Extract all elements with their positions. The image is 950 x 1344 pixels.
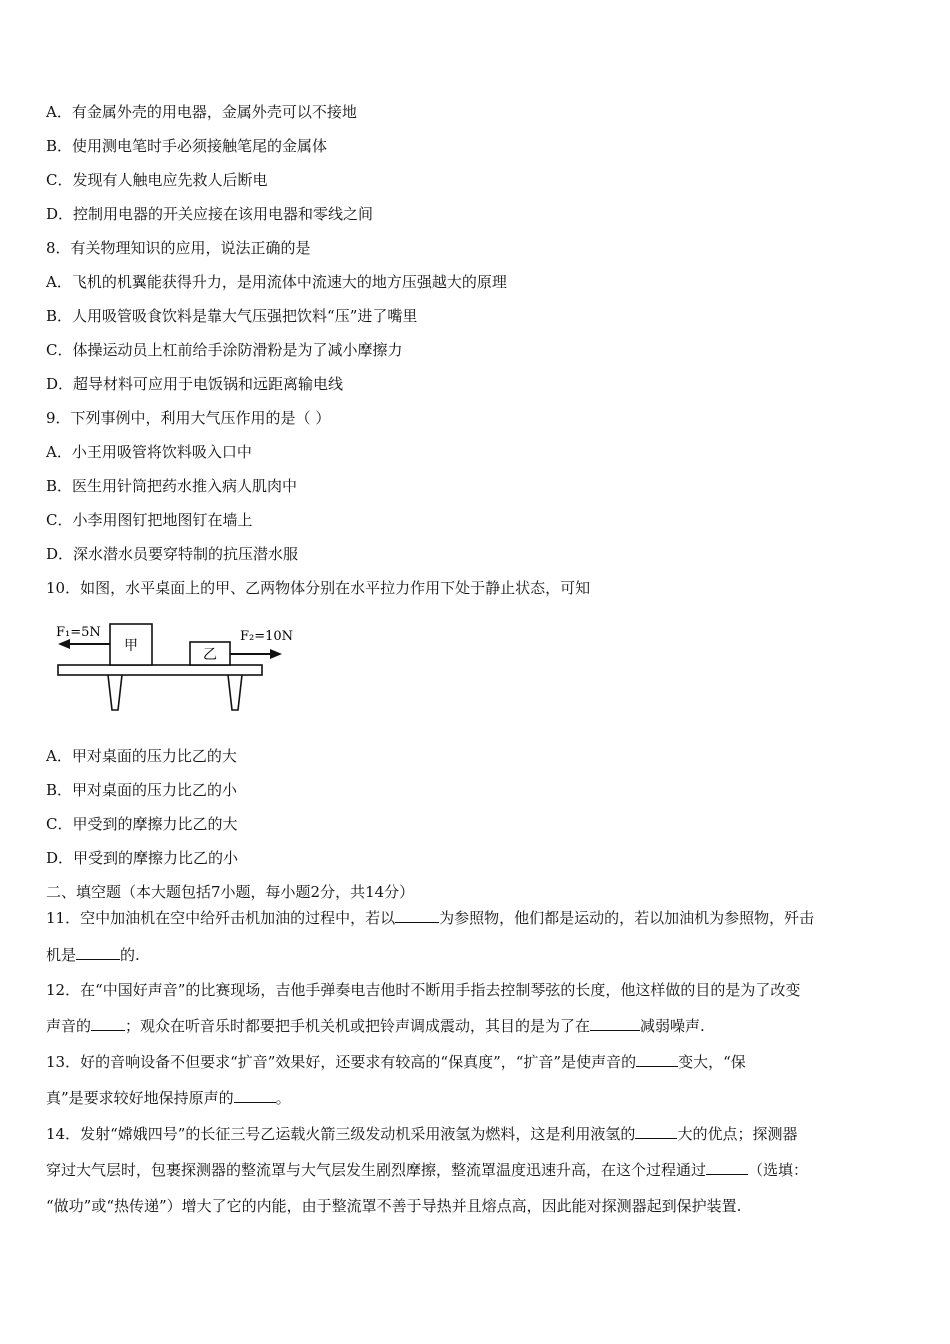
- q12-blank-1: [91, 1016, 125, 1031]
- force-f1-label: F₁=5N: [56, 625, 101, 640]
- q12-text-2: 声音的: [46, 1017, 92, 1035]
- q9-option-d: D．深水潜水员要穿特制的抗压潜水服: [46, 545, 299, 563]
- q8-option-b: B．人用吸管吸食饮料是靠大气压强把饮料“压”进了嘴里: [46, 307, 418, 325]
- q11-text-2: 为参照物，他们都是运动的，若以加油机为参照物，歼击: [439, 909, 815, 927]
- q13-text-4: 。: [275, 1089, 291, 1107]
- q14-line3: “做功”或“热传递”）增大了它的内能，由于整流罩不善于导热并且熔点高，因此能对探测器起到保护装置.: [46, 1197, 742, 1215]
- q13-text-3: 真”是要求较好地保持原声的: [46, 1089, 234, 1107]
- q10-option-b: B．甲对桌面的压力比乙的小: [46, 781, 238, 799]
- q14-blank-1: [635, 1124, 677, 1139]
- q10-figure: [50, 610, 310, 720]
- q13-text-1: 13．好的音响设备不但要求“扩音”效果好，还要求有较高的“保真度”，“扩音”是使声音的: [46, 1053, 637, 1071]
- q12-text-3: ；观众在听音乐时都要把手机关机或把铃声调成震动，其目的是为了在: [125, 1017, 591, 1035]
- q7-option-d: D．控制用电器的开关应接在该用电器和零线之间: [46, 205, 374, 223]
- q13-blank-2: [234, 1088, 276, 1103]
- q14-text-4: （选填：: [748, 1161, 809, 1179]
- q14-line1: [46, 1124, 797, 1144]
- q12-line2: [46, 1016, 705, 1036]
- q11-text-1: 11．空中加油机在空中给歼击机加油的过程中，若以: [46, 909, 396, 927]
- q14-blank-2: [706, 1160, 748, 1175]
- q8-option-d: D．超导材料可应用于电饭锅和远距离输电线: [46, 375, 344, 393]
- force-f1-arrowhead: [58, 639, 70, 649]
- force-f2-label: F₂=10N: [240, 629, 294, 644]
- section-heading: 二、填空题（本大题包括7小题，每小题2分，共14分）: [46, 883, 415, 901]
- q11-blank-1: [395, 908, 439, 923]
- force-f2-arrowhead: [270, 649, 282, 659]
- q11-blank-2: [76, 945, 120, 960]
- q12-blank-2: [590, 1016, 640, 1031]
- q9-option-c: C．小李用图钉把地图钉在墙上: [46, 511, 253, 529]
- q12-text-4: 减弱噪声.: [640, 1017, 705, 1035]
- q13-text-2: 变大，“保: [678, 1053, 746, 1071]
- block-yi-label: 乙: [203, 647, 217, 663]
- q10-option-d: D．甲受到的摩擦力比乙的小: [46, 849, 239, 867]
- table-top: [58, 665, 262, 675]
- q8-option-c: C．体操运动员上杠前给手涂防滑粉是为了减小摩擦力: [46, 341, 403, 359]
- q7-option-a: A．有金属外壳的用电器，金属外壳可以不接地: [46, 103, 357, 121]
- q12-line1: 12．在“中国好声音”的比赛现场，吉他手弹奏电吉他时不断用手指去控制琴弦的长度，他这样做的目的是为了改变: [46, 981, 801, 999]
- table-leg-left: [108, 675, 122, 710]
- block-jia-label: 甲: [124, 638, 138, 654]
- q9-stem: 9．下列事例中，利用大气压作用的是（ ）: [46, 409, 331, 427]
- table-leg-right: [228, 675, 242, 710]
- q9-option-b: B．医生用针筒把药水推入病人肌肉中: [46, 477, 298, 495]
- q13-line1: [46, 1052, 746, 1072]
- q10-option-a: A．甲对桌面的压力比乙的大: [46, 747, 237, 765]
- q10-option-c: C．甲受到的摩擦力比乙的大: [46, 815, 238, 833]
- q11-text-3: 机是: [46, 946, 77, 964]
- q7-option-b: B．使用测电笔时手必须接触笔尾的金属体: [46, 137, 328, 155]
- q11-line1: [46, 908, 814, 928]
- q7-option-c: C．发现有人触电应先救人后断电: [46, 171, 268, 189]
- q14-line2: [46, 1160, 808, 1180]
- q11-line2: [46, 945, 140, 965]
- q13-blank-1: [636, 1052, 678, 1067]
- q11-text-4: 的.: [120, 946, 140, 964]
- q8-option-a: A．飞机的机翼能获得升力，是用流体中流速大的地方压强越大的原理: [46, 273, 507, 291]
- q14-text-2: 大的优点；探测器: [677, 1125, 798, 1143]
- q14-text-1: 14．发射“嫦娥四号”的长征三号乙运载火箭三级发动机采用液氢为燃料，这是利用液氢的: [46, 1125, 636, 1143]
- q9-option-a: A．小王用吸管将饮料吸入口中: [46, 443, 252, 461]
- q14-text-3: 穿过大气层时，包裹探测器的整流罩与大气层发生剧烈摩擦，整流罩温度迅速升高，在这个过程通过: [46, 1161, 707, 1179]
- q10-stem: 10．如图，水平桌面上的甲、乙两物体分别在水平拉力作用下处于静止状态，可知: [46, 579, 591, 597]
- q13-line2: [46, 1088, 291, 1108]
- q8-stem: 8．有关物理知识的应用，说法正确的是: [46, 239, 311, 257]
